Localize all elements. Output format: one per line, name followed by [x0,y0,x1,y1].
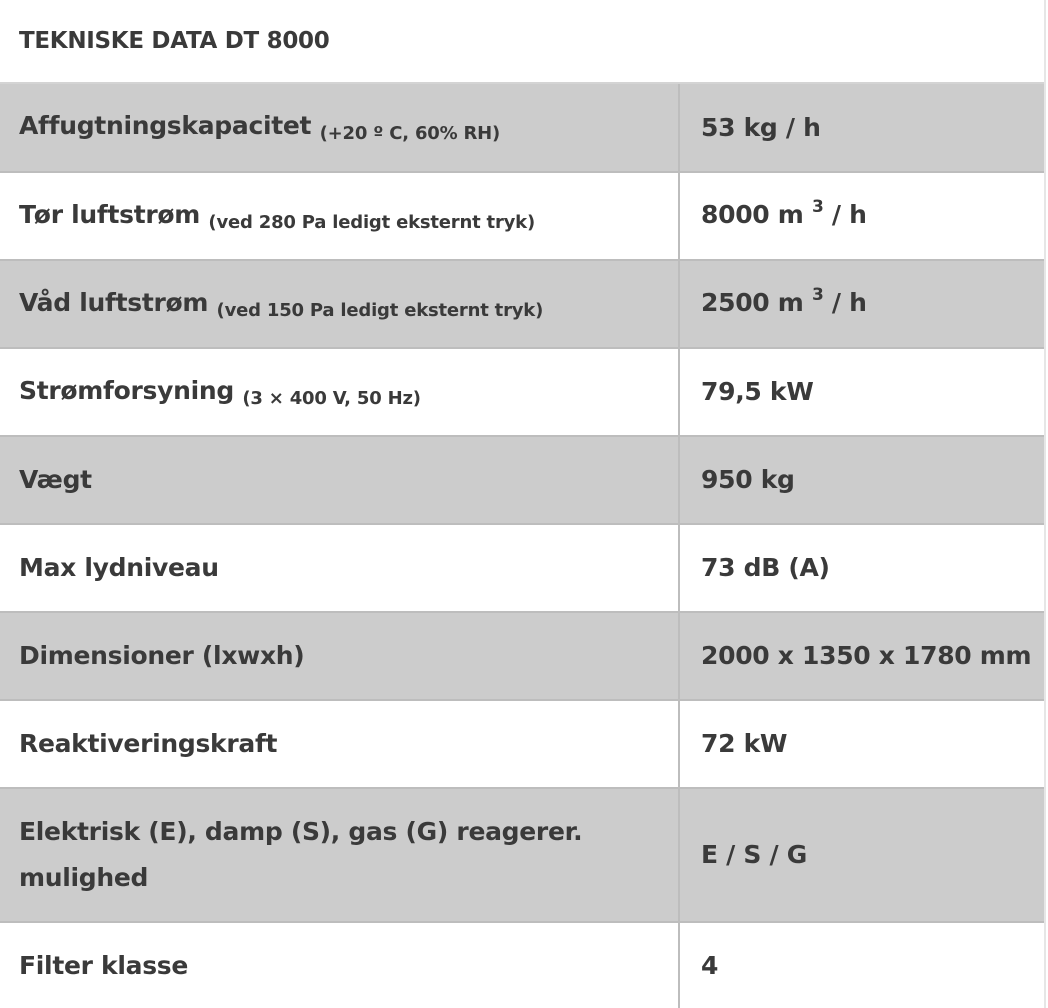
spec-value-cell [679,172,1044,260]
spec-label: Affugtningskapacitet [19,111,312,140]
spec-value: 8000 m [701,199,804,229]
spec-label: Dimensioner (lxwxh) [0,612,679,700]
spec-note: (ved 280 Pa ledigt eksternt tryk) [208,211,535,233]
spec-label-cell [0,84,679,172]
spec-value-superscript: 3 [811,196,824,217]
spec-label: Reaktiveringskraft [0,700,679,788]
spec-value: 53 kg / h [679,84,1044,172]
spec-label-cell [0,172,679,260]
table-row [0,524,1044,612]
spec-label: Elektrisk (E), damp (S), gas (G) reagerer. mulighed [0,788,679,922]
spec-note: (ved 150 Pa ledigt eksternt tryk) [216,299,544,321]
spec-label-cell [0,260,679,348]
table-row [0,922,1044,1008]
spec-value: 72 kW [679,700,1044,788]
spec-value: 4 [679,922,1044,1008]
table-row [0,260,1044,348]
spec-value-cell [679,260,1044,348]
spec-table [0,84,1044,1008]
spec-value: 950 kg [679,436,1044,524]
spec-label: Filter klasse [0,922,679,1008]
spec-label: Våd luftstrøm [19,287,209,317]
table-row [0,172,1044,260]
table-title: TEKNISKE DATA DT 8000 [0,0,1044,84]
spec-note: (+20 º C, 60% RH) [319,123,501,144]
table-row [0,84,1044,172]
spec-value: 2000 x 1350 x 1780 mm [679,612,1044,700]
spec-value: 2500 m [701,287,804,317]
spec-label: Strømforsyning [19,375,234,405]
spec-label: Max lydniveau [0,524,679,612]
spec-value: E / S / G [679,788,1044,922]
spec-value-unit: / h [831,199,867,229]
table-row [0,348,1044,436]
table-row [0,612,1044,700]
spec-label: Vægt [0,436,679,524]
spec-note: (3 × 400 V, 50 Hz) [242,387,421,409]
spec-value: 73 dB (A) [679,524,1044,612]
spec-value-unit: / h [831,287,867,317]
spec-label-cell [0,348,679,436]
table-row [0,436,1044,524]
table-row [0,700,1044,788]
table-row [0,788,1044,922]
spec-value: 79,5 kW [679,348,1044,436]
spec-label: Tør luftstrøm [19,199,201,229]
spec-value-superscript: 3 [811,284,824,305]
